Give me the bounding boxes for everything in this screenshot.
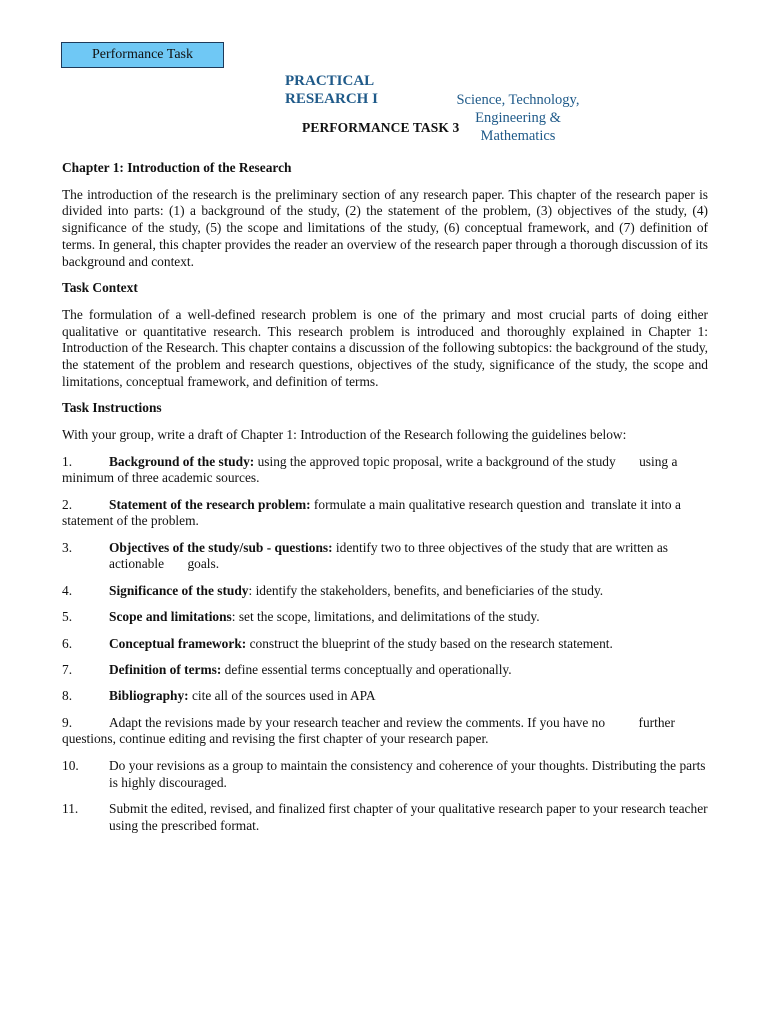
item-title: Bibliography: <box>109 688 189 704</box>
chapter-paragraph: The introduction of the research is the preliminary section of any research paper. This chapter of the research paper is divided into parts: (1) a background of the study, (2) the statement of the problem, (3) objectives of the study, (4) significance of the study, (5) the scope and limitations of the study, (6) conceptual framework, and (7) definition of terms. In general, this chapter provides the reader an overview of the research paper through a thorough discussion of its background and context. <box>62 186 708 269</box>
item-description: cite all of the sources used in APA <box>188 688 376 704</box>
document-body <box>62 160 708 834</box>
strand-line-2: Engineering & <box>475 110 561 126</box>
task-instructions-intro: With your group, write a draft of Chapter 1: Introduction of the Research following the guidelines below: <box>62 427 627 443</box>
list-item <box>62 662 708 679</box>
item-number: 6. <box>62 635 73 651</box>
item-number: 5. <box>62 609 73 625</box>
list-item <box>62 454 708 487</box>
list-item <box>62 801 708 834</box>
item-title: Statement of the research problem: <box>109 496 311 512</box>
list-item <box>62 715 708 748</box>
item-title: Conceptual framework: <box>109 635 247 651</box>
list-item <box>62 583 708 600</box>
strand-label <box>444 91 592 145</box>
item-number: 7. <box>62 661 73 677</box>
task-context-paragraph: The formulation of a well-defined research problem is one of the primary and most crucial parts of doing either qualitative or quantitative research. This research problem is introduced and thoroughly explained in Chapter 1: Introduction of the Research. This chapter contains a discussion of the following subtopics: the background of the study, the statement of the problem and research questions, objectives of the study, significance of the study, the scope and limitations, conceptual framework, and definition of terms. <box>62 306 708 389</box>
item-description: : set the scope, limitations, and delimitations of the study. <box>231 609 540 625</box>
item-description: identify two to three objectives of the study that are written as actionable goals. <box>109 539 668 572</box>
task-instructions-heading: Task Instructions <box>62 400 162 416</box>
list-item <box>62 497 708 530</box>
list-item <box>62 688 708 705</box>
task-context-heading: Task Context <box>62 280 138 296</box>
item-number: 9. <box>62 714 73 730</box>
item-number: 2. <box>62 496 73 512</box>
item-title: Scope and limitations <box>109 609 232 625</box>
list-item <box>62 758 708 791</box>
item-description: using the approved topic proposal, write a background of the study using a minimum of three academic sources. <box>62 453 678 486</box>
item-number: 1. <box>62 453 73 469</box>
item-number: 4. <box>62 582 73 598</box>
chapter-heading: Chapter 1: Introduction of the Research <box>62 160 292 175</box>
item-description: : identify the stakeholders, benefits, and beneficiaries of the study. <box>248 582 604 598</box>
subject-title-line-2: RESEARCH I <box>285 91 378 107</box>
list-item <box>62 540 708 573</box>
item-title: Background of the study: <box>109 453 255 469</box>
item-title: Objectives of the study/sub - questions: <box>109 539 333 555</box>
item-number: 10. <box>62 757 79 773</box>
subject-title <box>285 72 385 108</box>
item-title: Significance of the study <box>109 582 249 598</box>
item-description: Do your revisions as a group to maintain the consistency and coherence of your thoughts. Distributing the parts is highly discouraged. <box>109 757 706 790</box>
item-description: Adapt the revisions made by your research teacher and review the comments. If you have no further questions, continue editing and revising the first chapter of your research paper. <box>62 714 675 747</box>
list-item <box>62 636 708 653</box>
item-title: Definition of terms: <box>109 661 222 677</box>
strand-line-1: Science, Technology, <box>456 92 580 108</box>
list-item <box>62 609 708 626</box>
item-number: 3. <box>62 539 73 555</box>
item-description: define essential terms conceptually and operationally. <box>221 661 512 677</box>
item-description: Submit the edited, revised, and finalized first chapter of your qualitative research paper to your research teacher using the prescribed format. <box>109 800 708 833</box>
performance-task-number: PERFORMANCE TASK 3 <box>302 120 460 135</box>
item-description: construct the blueprint of the study based on the research statement. <box>246 635 613 651</box>
item-number: 11. <box>62 800 79 816</box>
performance-task-badge: Performance Task <box>61 42 224 68</box>
item-number: 8. <box>62 688 73 704</box>
strand-line-3: Mathematics <box>480 128 556 144</box>
instructions-list <box>62 454 708 835</box>
item-description: formulate a main qualitative research question and translate it into a statement of the problem. <box>62 496 681 529</box>
subject-title-line-1: PRACTICAL <box>285 73 375 89</box>
